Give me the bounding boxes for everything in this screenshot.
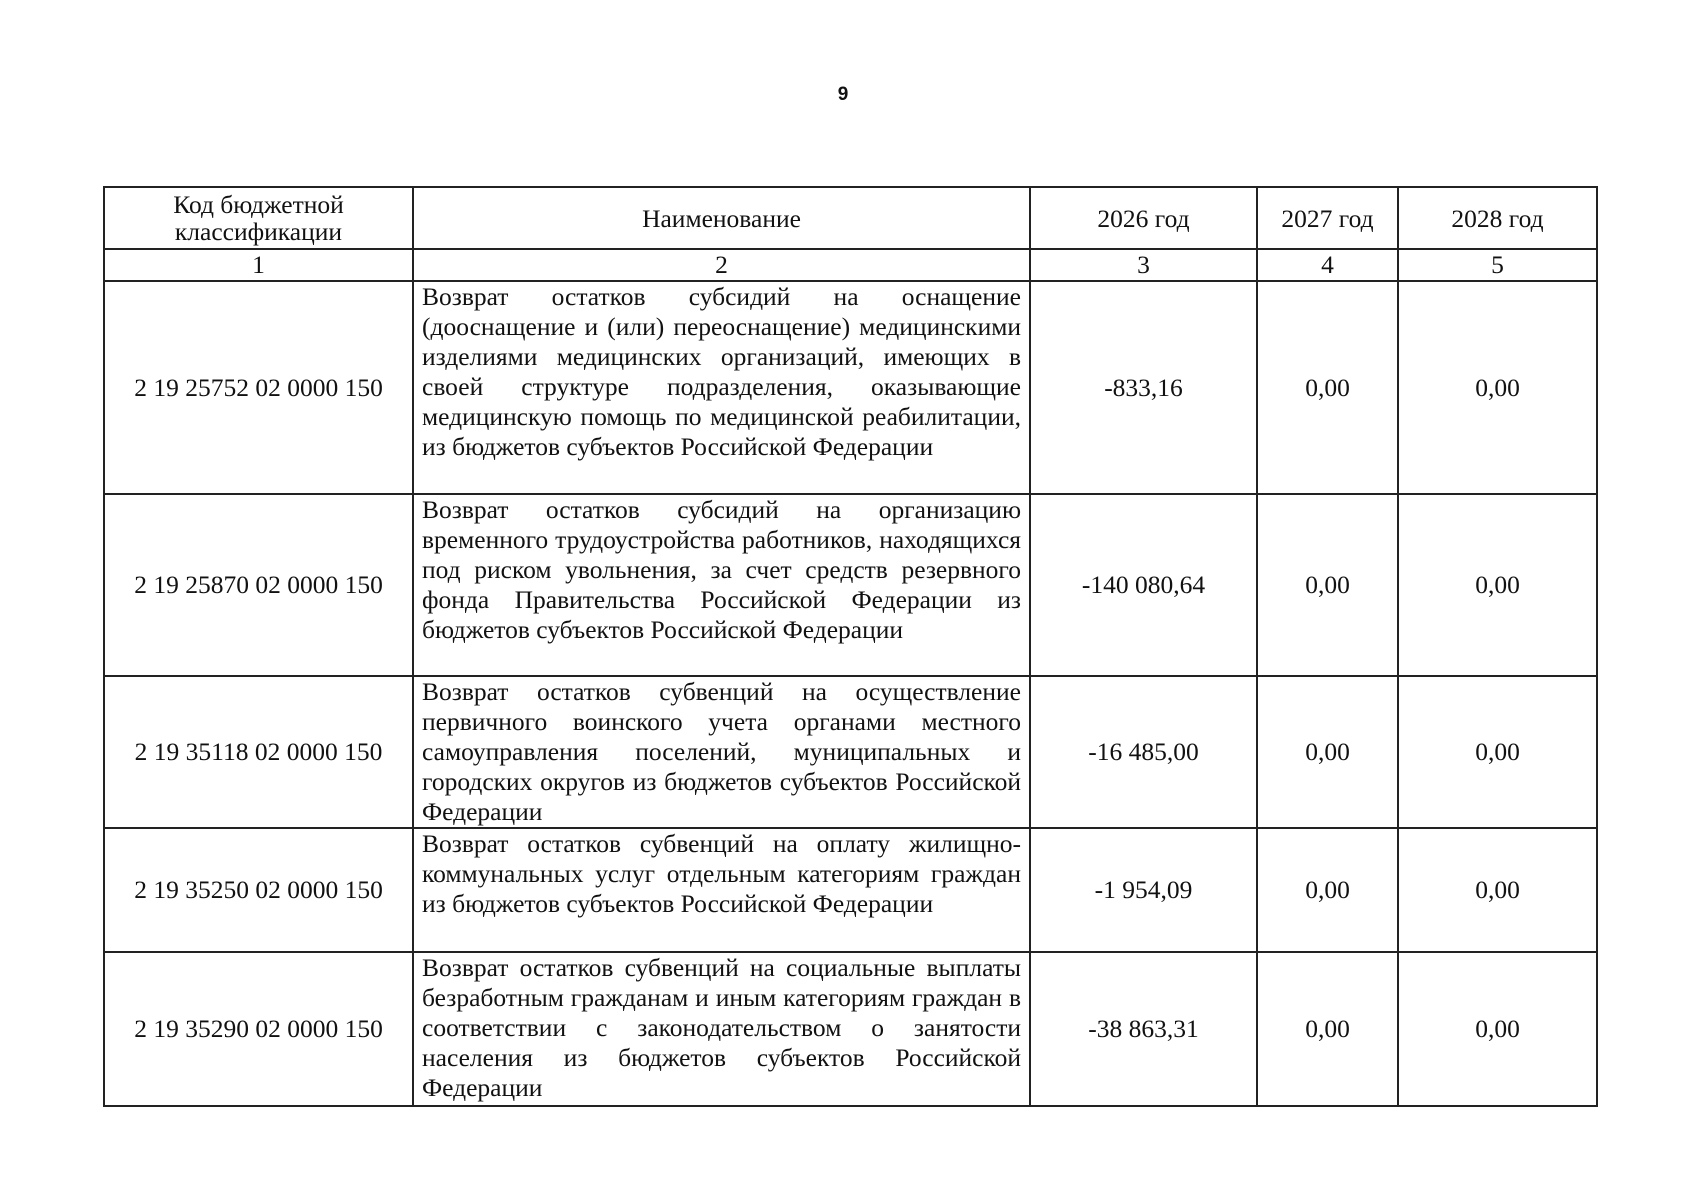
column-number: 1 xyxy=(104,249,413,281)
table-row xyxy=(104,281,1597,494)
budget-code-cell: 2 19 35118 02 0000 150 xyxy=(104,676,413,828)
value-2027-cell: 0,00 xyxy=(1257,281,1398,494)
value-2027-cell: 0,00 xyxy=(1257,676,1398,828)
column-number: 4 xyxy=(1257,249,1398,281)
value-2027-cell: 0,00 xyxy=(1257,828,1398,952)
header-2026: 2026 год xyxy=(1030,187,1257,249)
budget-code-cell: 2 19 35290 02 0000 150 xyxy=(104,952,413,1106)
value-2028-cell: 0,00 xyxy=(1398,281,1597,494)
name-cell: Возврат остатков субвенций на осуществление первичного воинского учета органами местного самоуправления поселений, муниципальных и городских округов из бюджетов субъектов Российской Федерации xyxy=(413,676,1030,828)
value-2027-cell: 0,00 xyxy=(1257,952,1398,1106)
column-number: 3 xyxy=(1030,249,1257,281)
table-header-row xyxy=(104,187,1597,249)
header-code: Код бюджетной классификации xyxy=(104,187,413,249)
table-row xyxy=(104,952,1597,1106)
table-row xyxy=(104,494,1597,676)
value-2028-cell: 0,00 xyxy=(1398,676,1597,828)
budget-code-cell: 2 19 35250 02 0000 150 xyxy=(104,828,413,952)
column-number: 2 xyxy=(413,249,1030,281)
name-cell: Возврат остатков субсидий на организацию временного трудоустройства работников, находящихся под риском увольнения, за счет средств резервного фонда Правительства Российской Федерации из бюджетов субъектов Российской Федерации xyxy=(413,494,1030,676)
page-number: 9 xyxy=(837,84,849,105)
header-2028: 2028 год xyxy=(1398,187,1597,249)
value-2028-cell: 0,00 xyxy=(1398,494,1597,676)
budget-code-cell: 2 19 25752 02 0000 150 xyxy=(104,281,413,494)
column-number: 5 xyxy=(1398,249,1597,281)
header-name: Наименование xyxy=(413,187,1030,249)
value-2028-cell: 0,00 xyxy=(1398,952,1597,1106)
header-2027: 2027 год xyxy=(1257,187,1398,249)
budget-table xyxy=(103,186,1598,1107)
name-cell: Возврат остатков субвенций на оплату жилищно-коммунальных услуг отдельным категориям граждан из бюджетов субъектов Российской Федерации xyxy=(413,828,1030,952)
table-row xyxy=(104,676,1597,828)
value-2026-cell: -38 863,31 xyxy=(1030,952,1257,1106)
value-2026-cell: -1 954,09 xyxy=(1030,828,1257,952)
value-2026-cell: -140 080,64 xyxy=(1030,494,1257,676)
value-2027-cell: 0,00 xyxy=(1257,494,1398,676)
table-row xyxy=(104,828,1597,952)
column-number-row xyxy=(104,249,1597,281)
name-cell: Возврат остатков субсидий на оснащение (дооснащение и (или) переоснащение) медицинскими изделиями медицинских организаций, имеющих в своей структуре подразделения, оказывающие медицинскую помощь по медицинской реабилитации, из бюджетов субъектов Российской Федерации xyxy=(413,281,1030,494)
value-2026-cell: -833,16 xyxy=(1030,281,1257,494)
value-2026-cell: -16 485,00 xyxy=(1030,676,1257,828)
name-cell: Возврат остатков субвенций на социальные выплаты безработным гражданам и иным категориям граждан в соответствии с законодательством о занятости населения из бюджетов субъектов Российской Федерации xyxy=(413,952,1030,1106)
value-2028-cell: 0,00 xyxy=(1398,828,1597,952)
budget-code-cell: 2 19 25870 02 0000 150 xyxy=(104,494,413,676)
